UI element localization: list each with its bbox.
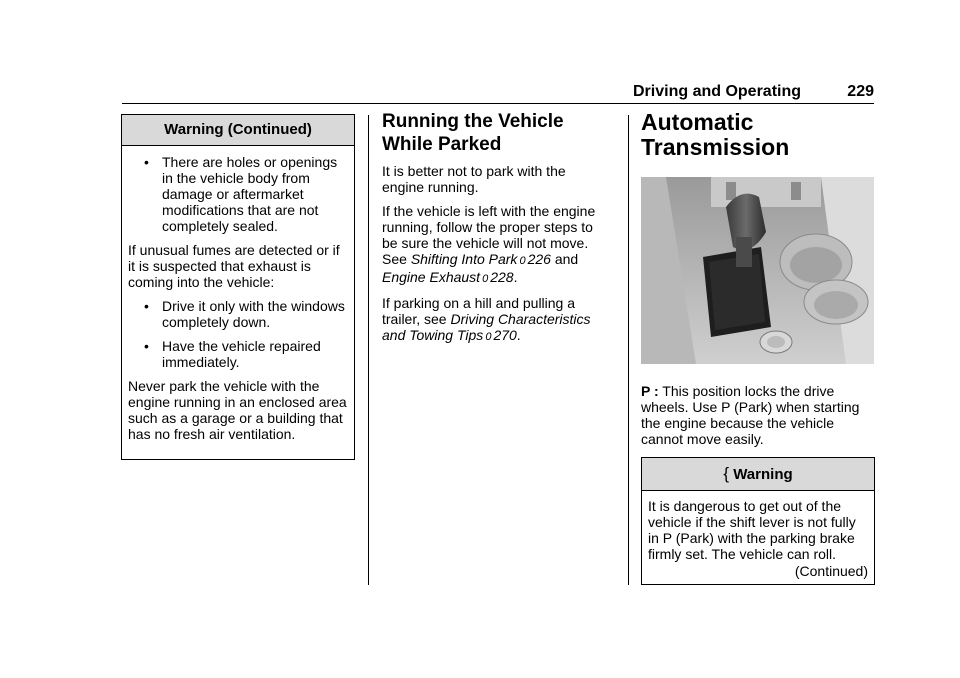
column-divider-2	[628, 115, 629, 585]
bullet-mark: •	[144, 298, 149, 314]
page-ref-icon: 0	[519, 255, 526, 267]
running-header	[633, 83, 874, 105]
p-position-term: P :	[641, 383, 659, 399]
column-divider-1	[368, 115, 369, 585]
heading-line: While Parked	[382, 134, 502, 155]
page-ref-icon: 0	[485, 331, 492, 343]
page-number: 229	[847, 83, 874, 100]
bullet-text: There are holes or openings in the vehicle body from damage or aftermarket modifications that are not completely sealed.	[162, 154, 338, 234]
bullet-mark: •	[144, 338, 149, 354]
continued-label: (Continued)	[794, 563, 868, 579]
warning-continued-title: Warning (Continued)	[122, 115, 354, 146]
warning-icon: {	[723, 464, 730, 483]
p-position-description	[641, 383, 874, 447]
cross-reference-link[interactable]: Shifting Into Park 0 226	[410, 251, 551, 267]
bullet-text: Have the vehicle repaired immediately.	[162, 338, 321, 370]
warning-text: It is dangerous to get out of the vehicle if the shift lever is not fully in P (Park) with the parking brake firmly set. The vehicle can roll.	[648, 498, 856, 562]
header-rule	[122, 103, 874, 104]
shift-lever-photo	[641, 177, 874, 364]
bullet-mark: •	[144, 154, 149, 170]
warning-header	[642, 458, 874, 491]
paragraph: If unusual fumes are detected or if it is suspected that exhaust is coming into the vehicle:	[128, 242, 340, 290]
warning-box	[641, 457, 875, 585]
p-position-text: This position locks the drive wheels. Use P (Park) when starting the engine because the vehicle cannot move easily.	[641, 383, 860, 447]
paragraph: If parking on a hill and pulling a trailer, see Driving Characteristics and Towing Tips 0 270.	[382, 295, 591, 343]
section-title: Driving and Operating	[633, 83, 802, 100]
middle-column	[382, 110, 610, 345]
heading-line: Running the Vehicle	[382, 111, 564, 132]
paragraph: It is better not to park with the engine running.	[382, 163, 566, 195]
paragraph: Never park the vehicle with the engine running in an enclosed area such as a garage or a building that has no fresh air ventilation.	[128, 378, 347, 442]
section-heading	[382, 110, 610, 156]
bullet-text: Drive it only with the windows completely down.	[162, 298, 345, 330]
bullet-item	[128, 298, 348, 330]
bullet-item	[128, 338, 348, 370]
heading-line: Transmission	[641, 134, 790, 160]
heading-line: Automatic	[641, 109, 754, 135]
warning-continued-box	[121, 114, 355, 460]
warning-title: Warning	[733, 466, 793, 483]
cross-reference-link[interactable]: Driving Characteristics and Towing Tips 0 270	[382, 311, 591, 343]
page-ref-icon: 0	[482, 273, 489, 285]
cross-reference-link[interactable]: Engine Exhaust 0 228	[382, 269, 514, 285]
paragraph: If the vehicle is left with the engine running, follow the proper steps to be sure the vehicle will not move. See Shifting Into Park 0 226 and Engine Exhaust 0 228.	[382, 203, 596, 285]
section-heading	[641, 110, 789, 160]
bullet-item	[128, 154, 348, 234]
